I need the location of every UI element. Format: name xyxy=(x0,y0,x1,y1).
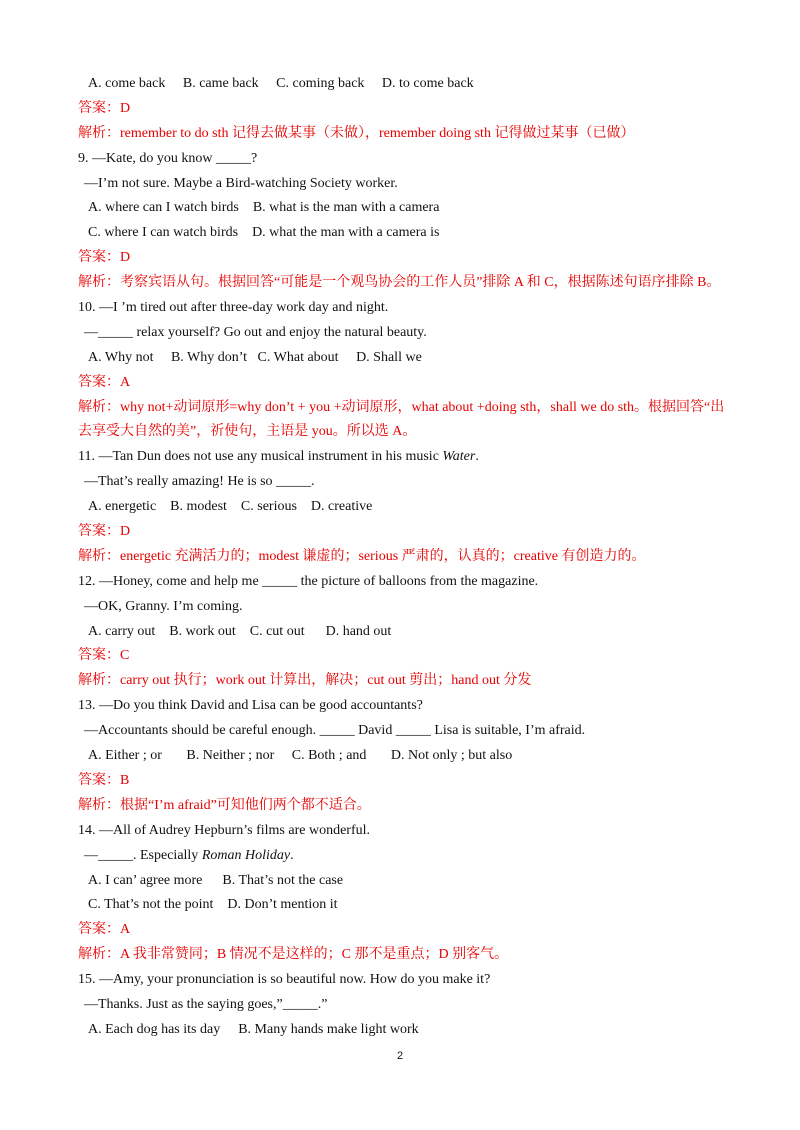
q9-answer: 答案：D xyxy=(78,250,131,266)
q13-question: 13. —Do you think David and Lisa can be good accountants? xyxy=(78,698,423,714)
q10-options: A. Why not B. Why don’t C. What about D. Shall we xyxy=(88,349,422,365)
q8-answer: 答案：D xyxy=(78,100,131,116)
q11-question xyxy=(78,445,738,470)
q10-analysis-line2: 去享受大自然的美”，祈使句，主语是 you。所以选 A。 xyxy=(78,424,417,440)
q14-question: 14. —All of Audrey Hepburn’s films are wonderful. xyxy=(78,822,370,838)
q8-analysis: 解析：remember to do sth 记得去做某事（未做），remember doing sth 记得做过某事（已做） xyxy=(78,125,635,141)
q14-response-end: . xyxy=(290,847,294,863)
q14-response xyxy=(78,844,738,869)
q9-response: —I’m not sure. Maybe a Bird-watching Society worker. xyxy=(84,175,398,191)
q15-response: —Thanks. Just as the saying goes,”_____.” xyxy=(84,996,328,1012)
q14-film-title: Roman Holiday xyxy=(201,847,291,863)
q13-options: A. Either ; or B. Neither ; nor C. Both ; and D. Not only ; but also xyxy=(88,748,513,764)
q14-option-b: B. That’s not the case xyxy=(222,872,344,888)
q11-options: A. energetic B. modest C. serious D. creative xyxy=(88,499,373,515)
q11-analysis: 解析：energetic 充满活力的；modest 谦虚的；serious 严肃的，认真的；creative 有创造力的。 xyxy=(78,548,646,564)
q15-option-a: A. Each dog has its day xyxy=(88,1021,221,1037)
q9-question: 9. —Kate, do you know _____? xyxy=(78,150,258,166)
q15-option-b: B. Many hands make light work xyxy=(238,1021,419,1037)
q9-options-row1 xyxy=(78,196,738,221)
q15-question: 15. —Amy, your pronunciation is so beautiful now. How do you make it? xyxy=(78,972,491,988)
q13-answer: 答案：B xyxy=(78,772,130,788)
q12-analysis: 解析：carry out 执行；work out 计算出，解决；cut out 剪出；hand out 分发 xyxy=(78,673,532,689)
q14-option-c: C. That’s not the point xyxy=(88,897,214,913)
q10-answer: 答案：A xyxy=(78,374,131,390)
q14-option-d: D. Don’t mention it xyxy=(227,897,338,913)
q10-analysis-line1: 解析：why not+动词原形=why don’t + you +动词原形，what about +doing sth，shall we do sth。根据回答“出 xyxy=(78,399,725,415)
q15-options-row1 xyxy=(78,1018,738,1043)
q13-response: —Accountants should be careful enough. _____ David _____ Lisa is suitable, I’m afraid. xyxy=(84,723,586,739)
q14-option-a: A. I can’ agree more xyxy=(88,872,203,888)
q11-question-text: 11. —Tan Dun does not use any musical instrument in his music xyxy=(78,449,443,465)
page-number: 2 xyxy=(396,1050,404,1062)
q11-response: —That’s really amazing! He is so _____. xyxy=(84,474,315,490)
q8-options: A. come back B. came back C. coming back D. to come back xyxy=(88,76,474,91)
q14-analysis: 解析：A 我非常赞同；B 情况不是这样的；C 那不是重点；D 别客气。 xyxy=(78,947,509,963)
q12-response: —OK, Granny. I’m coming. xyxy=(84,598,243,614)
q13-analysis: 解析：根据“I’m afraid”可知他们两个都不适合。 xyxy=(78,797,371,813)
q14-response-text: —_____. Especially xyxy=(84,847,202,863)
q10-response: —_____ relax yourself? Go out and enjoy the natural beauty. xyxy=(84,324,427,340)
q9-option-a: A. where can I watch birds xyxy=(88,200,239,216)
q12-answer: 答案：C xyxy=(78,648,130,664)
q9-option-c: C. where I can watch birds xyxy=(88,225,239,241)
q11-music-title: Water xyxy=(442,449,476,465)
q14-answer: 答案：A xyxy=(78,922,131,938)
q14-options-row1 xyxy=(78,869,738,894)
q9-options-row2 xyxy=(78,221,738,246)
q14-options-row2 xyxy=(78,893,738,918)
q12-options: A. carry out B. work out C. cut out D. hand out xyxy=(88,623,392,639)
document-page xyxy=(78,72,738,1043)
q9-analysis: 解析：考察宾语从句。根据回答“可能是一个观鸟协会的工作人员”排除 A 和 C，根据陈述句语序排除 B。 xyxy=(78,275,721,291)
q12-question: 12. —Honey, come and help me _____ the picture of balloons from the magazine. xyxy=(78,573,539,589)
q10-question: 10. —I ’m tired out after three-day work day and night. xyxy=(78,300,389,316)
q11-question-end: . xyxy=(475,449,479,465)
q9-option-b: B. what is the man with a camera xyxy=(252,200,440,216)
q11-answer: 答案：D xyxy=(78,524,131,540)
q9-option-d: D. what the man with a camera is xyxy=(252,225,440,241)
